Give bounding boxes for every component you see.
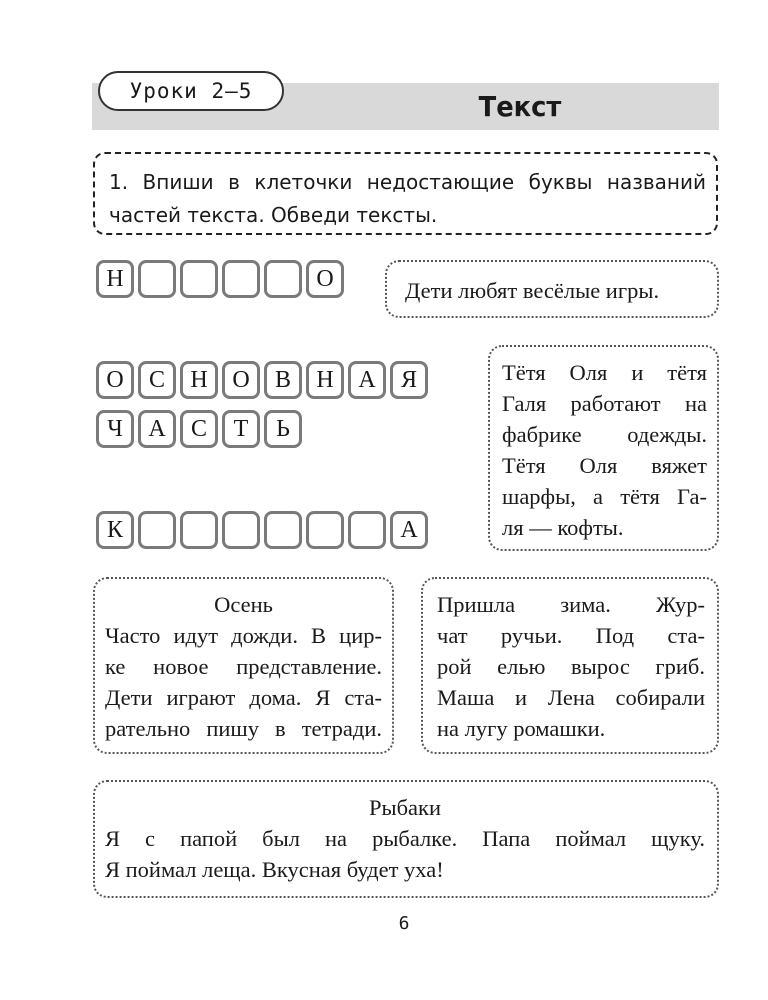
text-line: шарфы, а тётя Га-: [502, 484, 707, 509]
text-line: Маша и Лена собирали: [437, 685, 705, 710]
text-fun-games[interactable]: [385, 260, 719, 318]
text-line: на лугу ромашки.: [437, 716, 606, 741]
letter-cell: В: [264, 361, 302, 399]
page-number: 6: [398, 913, 410, 934]
text-line: рательно пишу в тетради.: [105, 716, 382, 741]
letter-cell[interactable]: [138, 511, 176, 549]
letter-cell: Н: [180, 361, 218, 399]
text-line: Тётя Оля вяжет: [502, 453, 707, 478]
text-line: Я поймал леща. Вкусная будет уха!: [105, 857, 444, 882]
text-line: Галя работают на: [502, 391, 707, 416]
text-line: ке новое представление.: [105, 654, 382, 679]
text-fishermen[interactable]: [93, 780, 719, 898]
letter-cell: А: [390, 511, 428, 549]
letter-cell: Н: [96, 260, 134, 298]
letter-cell: Ь: [264, 410, 302, 448]
letter-cell[interactable]: [180, 511, 218, 549]
letter-cell: А: [348, 361, 386, 399]
letter-cell: Т: [222, 410, 260, 448]
letter-cell[interactable]: [180, 260, 218, 298]
text-title: Осень: [214, 592, 273, 617]
letter-cell[interactable]: [264, 260, 302, 298]
task-line: 1. Впиши в клеточки недостающие буквы названий: [109, 170, 706, 194]
letter-cell: Ч: [96, 410, 134, 448]
text-line: Дети играют дома. Я ста-: [105, 685, 382, 710]
word-introduction: [96, 260, 344, 298]
text-line: Тётя Оля и тётя: [502, 360, 707, 385]
letter-cell: О: [306, 260, 344, 298]
letter-cell: О: [222, 361, 260, 399]
letter-cell[interactable]: [306, 511, 344, 549]
letter-cell[interactable]: [264, 511, 302, 549]
task-instruction: [93, 152, 718, 235]
word-main-2: [96, 410, 302, 448]
letter-cell[interactable]: [138, 260, 176, 298]
text-line: Часто идут дожди. В цир-: [105, 623, 382, 648]
page-title: Текст: [478, 89, 562, 123]
text-winter[interactable]: [421, 577, 719, 754]
letter-cell: А: [138, 410, 176, 448]
text-line: Дети любят весёлые игры.: [405, 278, 660, 303]
task-line: частей текста. Обведи тексты.: [109, 203, 438, 227]
letter-cell: С: [180, 410, 218, 448]
letter-cell[interactable]: [222, 511, 260, 549]
text-line: рой елью вырос гриб.: [437, 654, 705, 679]
text-aunts[interactable]: [488, 345, 719, 551]
text-line: чат ручьи. Под ста-: [437, 623, 705, 648]
text-line: Пришла зима. Жур-: [437, 592, 705, 617]
text-line: ля — кофты.: [502, 515, 624, 540]
letter-cell: К: [96, 511, 134, 549]
letter-cell: Я: [390, 361, 428, 399]
text-autumn[interactable]: [93, 577, 394, 754]
text-line: фабрике одежды.: [502, 422, 707, 447]
letter-cell: О: [96, 361, 134, 399]
letter-cell[interactable]: [348, 511, 386, 549]
letter-cell: Н: [306, 361, 344, 399]
text-title: Рыбаки: [368, 795, 442, 820]
word-ending: [96, 511, 428, 549]
word-main-1: [96, 361, 428, 399]
lessons-label: Уроки 2—5: [98, 71, 284, 111]
letter-cell[interactable]: [222, 260, 260, 298]
text-line: Я с папой был на рыбалке. Папа поймал щуку.: [105, 826, 705, 851]
letter-cell: С: [138, 361, 176, 399]
